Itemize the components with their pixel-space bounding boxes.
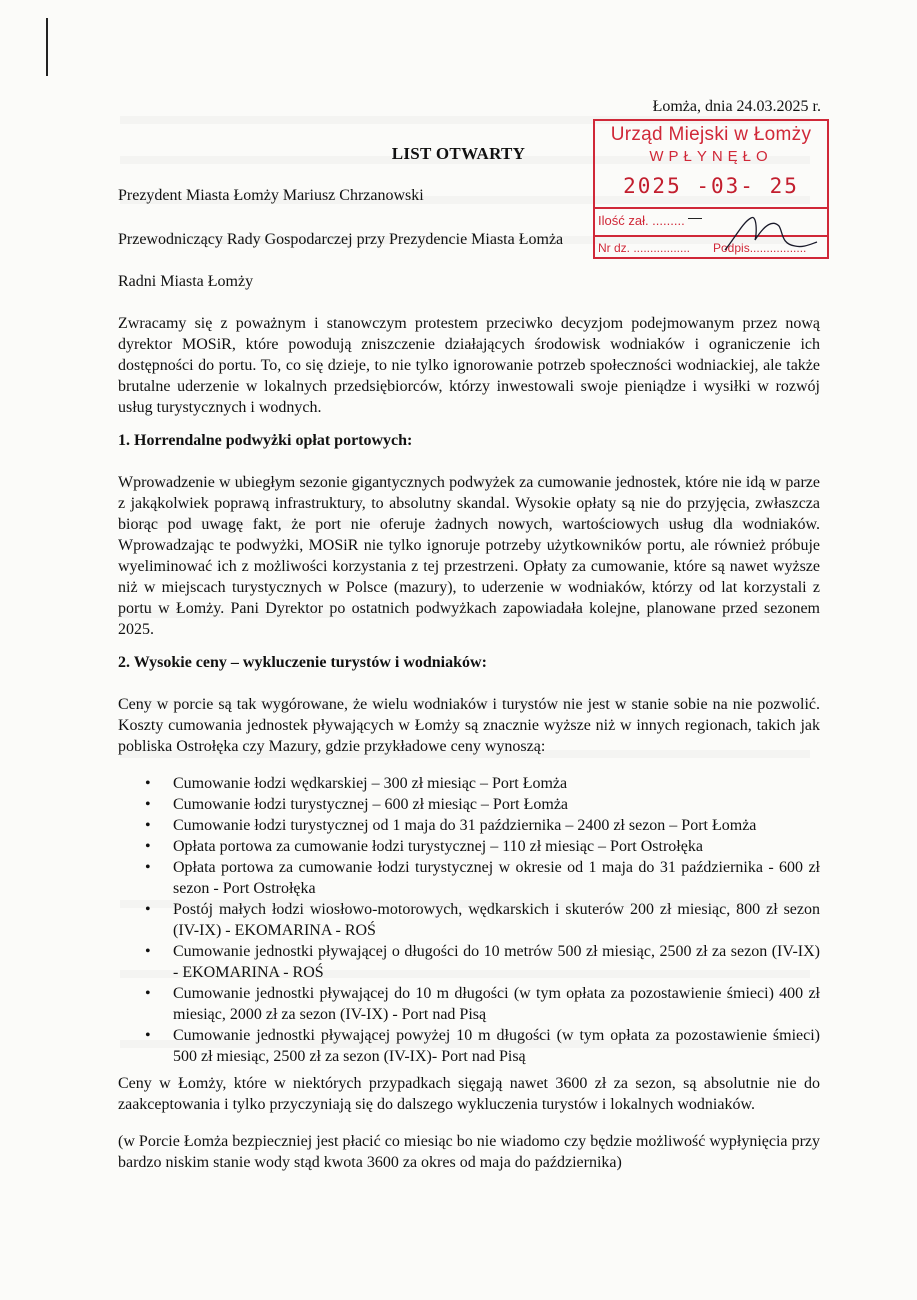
list-item: • Cumowanie jednostki pływającej o długości do 10 metrów 500 zł miesiąc, 2500 zł za sezon (IV-IX) - EKOMARINA - ROŚ bbox=[118, 941, 820, 983]
list-item: • Cumowanie łodzi turystycznej od 1 maja do 31 października – 2400 zł sezon – Port Łomża bbox=[118, 815, 820, 836]
signature-scribble bbox=[721, 210, 821, 256]
list-item: • Opłata portowa za cumowanie łodzi turystycznej – 110 zł miesiąc – Port Ostrołęka bbox=[118, 836, 820, 857]
stamp-date: 2025 -03- 25 bbox=[623, 174, 799, 198]
stamp-ref-label: Nr dz. ................. bbox=[598, 241, 691, 255]
recipient-council-chair: Przewodniczący Rady Gospodarczej przy Prezydencie Miasta Łomża bbox=[118, 231, 564, 248]
receipt-stamp bbox=[593, 119, 829, 259]
intro-paragraph: Zwracamy się z poważnym i stanowczym protestem przeciwko decyzjom podejmowanym przez nową dyrektor MOSiR, które powodują zniszczenie działających środowisk wodniaków i ograniczenie ich dostępności do portu. To, co się dzieje, to nie tylko ignorowanie potrzeb społeczności wodniackiej, ale także brutalne uderzenie w lokalnych przedsiębiorców, którzy inwestowali swoje pieniądze i wysiłki w rozwój usług turystycznych i wodnych. bbox=[118, 315, 820, 416]
stamp-attachments bbox=[598, 209, 702, 228]
list-item: • Cumowanie jednostki pływającej do 10 m długości (w tym opłata za pozostawienie śmieci) 400 zł miesiąc, 2000 zł za sezon (IV-IX) - Port nad Pisą bbox=[118, 983, 820, 1025]
scan-edge-mark bbox=[46, 18, 48, 76]
list-item: • Cumowanie łodzi turystycznej – 600 zł miesiąc – Port Łomża bbox=[118, 794, 820, 815]
date-line: Łomża, dnia 24.03.2025 r. bbox=[652, 98, 821, 115]
recipient-councillors: Radni Miasta Łomży bbox=[118, 273, 254, 290]
section2-conclusion: Ceny w Łomży, które w niektórych przypadkach sięgają nawet 3600 zł za sezon, są absolutnie nie do zaakceptowania i tylko przyczyniają się do dalszego wykluczenia turystów i lokalnych wodniaków. bbox=[118, 1075, 820, 1113]
section2-note: (w Porcie Łomża bezpieczniej jest płacić co miesiąc bo nie wiadomo czy będzie możliwość wypłynięcia przy bardzo niskim stanie wody stąd kwota 3600 za okres od maja do października) bbox=[118, 1133, 820, 1171]
stamp-sign-label: Podpis................. bbox=[713, 241, 807, 255]
section1-body: Wprowadzenie w ubiegłym sezonie gigantycznych podwyżek za cumowanie jednostek, które nie idą w parze z jakąkolwiek poprawą infrastruktury, to absolutny skandal. Wysokie opłaty są nie do przyjęcia, zwłaszcza biorąc pod uwagę fakt, że port nie oferuje żadnych nowych, wartościowych usług dla wodniaków. Wprowadzając te podwyżki, MOSiR nie tylko ignoruje potrzeby użytkowników portu, ale również próbuje wyeliminować ich z możliwości korzystania z tej przestrzeni. Opłaty za cumowanie, które są nawet wyższe niż w miejscach turystycznych w Polsce (mazury), to uderzenie w wodniaków, którzy od lat korzystali z portu w Łomży. Pani Dyrektor po ostatnich podwyżkach zapowiadała kolejne, planowane przed sezonem 2025. bbox=[118, 474, 820, 638]
stamp-received: WPŁYNĘŁO bbox=[649, 148, 773, 165]
section1-heading: 1. Horrendalne podwyżki opłat portowych: bbox=[118, 432, 413, 449]
list-item: • Opłata portowa za cumowanie łodzi turystycznej w okresie od 1 maja do 31 października - 600 zł sezon - Port Ostrołęka bbox=[118, 857, 820, 899]
stamp-office: Urząd Miejski w Łomży bbox=[610, 124, 812, 145]
section2-body: Ceny w porcie są tak wygórowane, że wielu wodniaków i turystów nie jest w stanie sobie na nie pozwolić. Koszty cumowania jednostek pływających w Łomży są znacznie wyższe niż w innych regionach, takich jak pobliska Ostrołęka czy Mazury, gdzie przykładowe ceny wynoszą: bbox=[118, 696, 820, 755]
recipient-president: Prezydent Miasta Łomży Mariusz Chrzanowski bbox=[118, 187, 424, 204]
list-item: • Cumowanie jednostki pływającej powyżej 10 m długości (w tym opłata za pozostawienie śmieci) 500 zł miesiąc, 2500 zł za sezon (IV-IX)- Port nad Pisą bbox=[118, 1025, 820, 1067]
stamp-divider bbox=[595, 207, 827, 209]
stamp-attachments-value: — bbox=[688, 209, 702, 225]
section2-heading: 2. Wysokie ceny – wykluczenie turystów i wodniaków: bbox=[118, 654, 487, 671]
list-item: • Cumowanie łodzi wędkarskiej – 300 zł miesiąc – Port Łomża bbox=[118, 773, 820, 794]
stamp-attachments-label: Ilość zał. ......... bbox=[598, 213, 685, 228]
list-item: • Postój małych łodzi wiosłowo-motorowych, wędkarskich i skuterów 200 zł miesiąc, 800 zł sezon (IV-IX) - EKOMARINA - ROŚ bbox=[118, 899, 820, 941]
letter-title: LIST OTWARTY bbox=[391, 144, 526, 163]
price-list bbox=[118, 773, 820, 1067]
